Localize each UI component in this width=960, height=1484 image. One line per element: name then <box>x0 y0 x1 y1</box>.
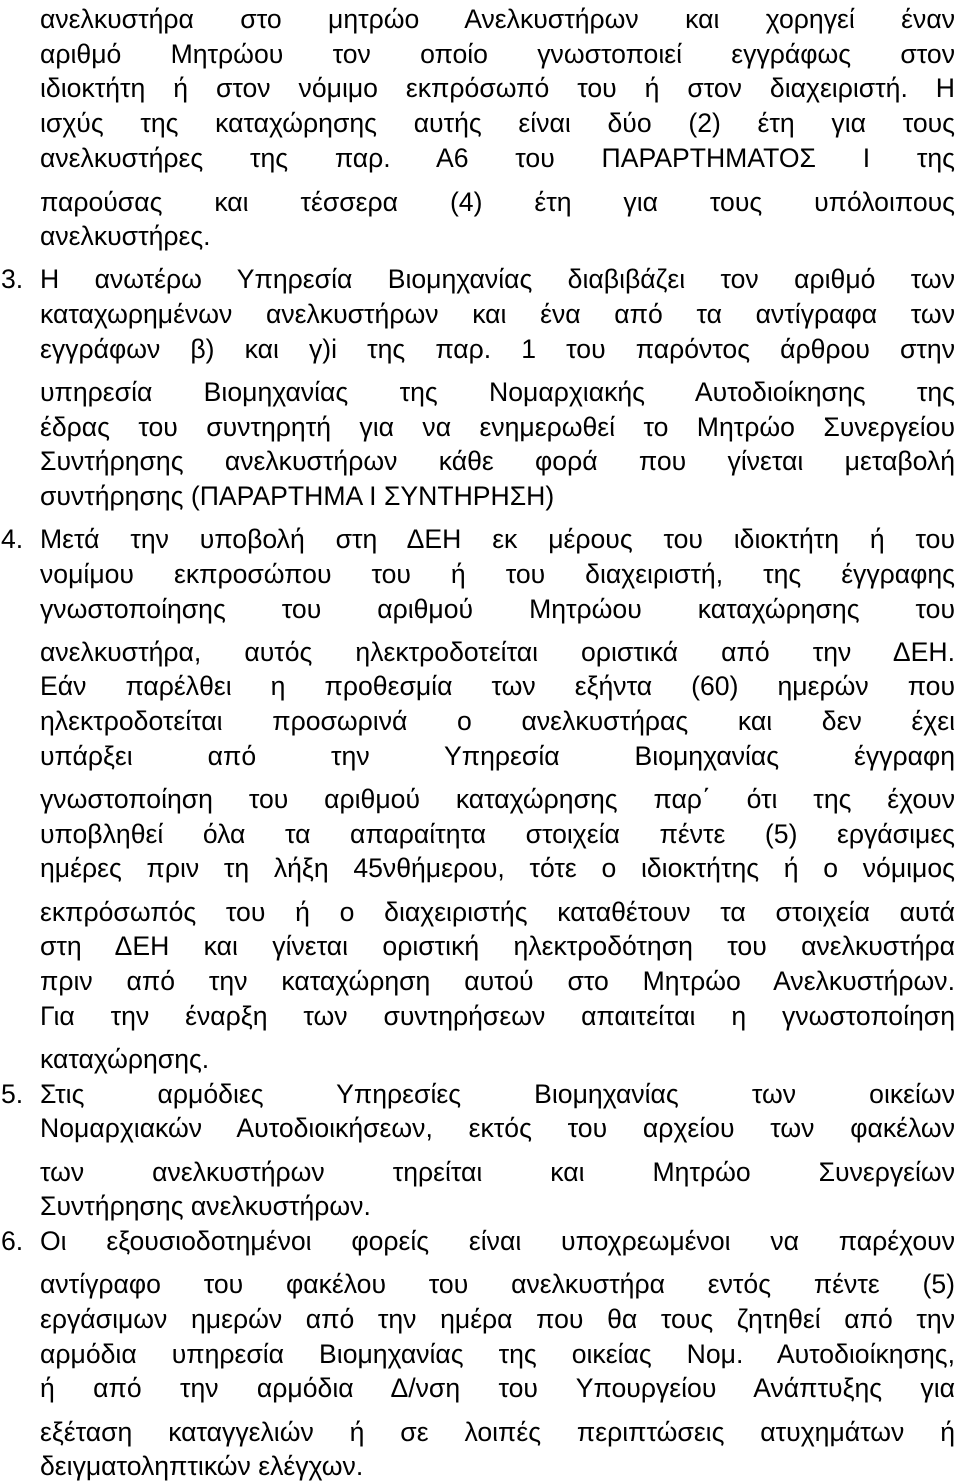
text-line: αρμόδια υπηρεσία Βιομηχανίας της οικείας Νομ. Αυτοδιοίκησης, <box>40 1339 955 1369</box>
item-number: 3. <box>1 264 24 294</box>
text-line: δειγματοληπτικών ελέγχων. <box>40 1451 364 1481</box>
text-line: καταχωρημένων ανελκυστήρων και ένα από τα αντίγραφα των <box>40 299 955 329</box>
text-line: Συντήρησης ανελκυστήρων κάθε φορά που γίνεται μεταβολή <box>40 446 955 476</box>
text-line: Στις αρμόδιες Υπηρεσίες Βιομηχανίας των οικείων <box>40 1079 955 1109</box>
text-line: συντήρησης (ΠΑΡΑΡΤΗΜΑ Ι ΣΥΝΤΗΡΗΣΗ) <box>40 481 555 511</box>
text-line: νομίμου εκπροσώπου του ή του διαχειριστή, της έγγραφης <box>40 559 955 589</box>
text-line: ισχύς της καταχώρησης αυτής είναι δύο (2) έτη για τους <box>40 108 955 138</box>
text-line: Μετά την υποβολή στη ΔΕΗ εκ μέρους του ιδιοκτήτη ή του <box>40 524 955 554</box>
text-line: καταχώρησης. <box>40 1044 210 1074</box>
text-line: εξέταση καταγγελιών ή σε λοιπές περιπτώσεις ατυχημάτων ή <box>40 1417 955 1447</box>
text-line: ή από την αρμόδια Δ/νση του Υπουργείου Ανάπτυξης για <box>40 1373 955 1403</box>
text-line: υπηρεσία Βιομηχανίας της Νομαρχιακής Αυτοδιοίκησης της <box>40 377 955 407</box>
text-line: Οι εξουσιοδοτημένοι φορείς είναι υποχρεωμένοι να παρέχουν <box>40 1226 955 1256</box>
text-line: εκπρόσωπός του ή ο διαχειριστής καταθέτουν τα στοιχεία αυτά <box>40 897 955 927</box>
text-line: γνωστοποίηση του αριθμού καταχώρησης παρ΄ ότι της έχουν <box>40 784 955 814</box>
text-line: ημέρες πριν τη λήξη 45νθήμερου, τότε ο ιδιοκτήτης ή ο νόμιμος <box>40 853 955 883</box>
text-line: των ανελκυστήρων τηρείται και Μητρώο Συνεργείων <box>40 1157 955 1187</box>
text-line: Συντήρησης ανελκυστήρων. <box>40 1191 371 1221</box>
text-line: ανελκυστήρες της παρ. Α6 του ΠΑΡΑΡΤΗΜΑΤΟΣ Ι της <box>40 143 955 173</box>
text-line: ανελκυστήρες. <box>40 221 211 251</box>
text-line: έδρας του συντηρητή για να ενημερωθεί το Μητρώο Συνεργείου <box>40 412 955 442</box>
text-line: εγγράφων β) και γ)i της παρ. 1 του παρόντος άρθρου στην <box>40 334 955 364</box>
text-line: εργάσιμων ημερών από την ημέρα που θα τους ζητηθεί από την <box>40 1304 955 1334</box>
text-line: στη ΔΕΗ και γίνεται οριστική ηλεκτροδότηση του ανελκυστήρα <box>40 931 955 961</box>
text-line: Για την έναρξη των συντηρήσεων απαιτείται η γνωστοποίηση <box>40 1001 955 1031</box>
text-line: αντίγραφο του φακέλου του ανελκυστήρα εντός πέντε (5) <box>40 1269 955 1299</box>
item-number: 5. <box>1 1079 24 1109</box>
text-line: αριθμό Μητρώου τον οποίο γνωστοποιεί εγγράφως στον <box>40 39 955 69</box>
text-line: ανελκυστήρα στο μητρώο Ανελκυστήρων και χορηγεί έναν <box>40 4 955 34</box>
item-number: 4. <box>1 524 24 554</box>
text-line: ηλεκτροδοτείται προσωρινά ο ανελκυστήρας και δεν έχει <box>40 706 955 736</box>
text-line: υποβληθεί όλα τα απαραίτητα στοιχεία πέντε (5) εργάσιμες <box>40 819 955 849</box>
text-line: παρούσας και τέσσερα (4) έτη για τους υπόλοιπους <box>40 187 955 217</box>
text-line: γνωστοποίησης του αριθμού Μητρώου καταχώρησης του <box>40 594 955 624</box>
text-line: Νομαρχιακών Αυτοδιοικήσεων, εκτός του αρχείου των φακέλων <box>40 1113 955 1143</box>
text-line: πριν από την καταχώρηση αυτού στο Μητρώο Ανελκυστήρων. <box>40 966 955 996</box>
text-line: Η ανωτέρω Υπηρεσία Βιομηχανίας διαβιβάζει τον αριθμό των <box>40 264 955 294</box>
text-line: Εάν παρέλθει η προθεσμία των εξήντα (60) ημερών που <box>40 671 955 701</box>
item-number: 6. <box>1 1226 24 1256</box>
text-line: ιδιοκτήτη ή στον νόμιμο εκπρόσωπό του ή στον διαχειριστή. Η <box>40 73 955 103</box>
text-line: υπάρξει από την Υπηρεσία Βιομηχανίας έγγραφη <box>40 741 955 771</box>
text-line: ανελκυστήρα, αυτός ηλεκτροδοτείται οριστικά από την ΔΕΗ. <box>40 637 955 667</box>
